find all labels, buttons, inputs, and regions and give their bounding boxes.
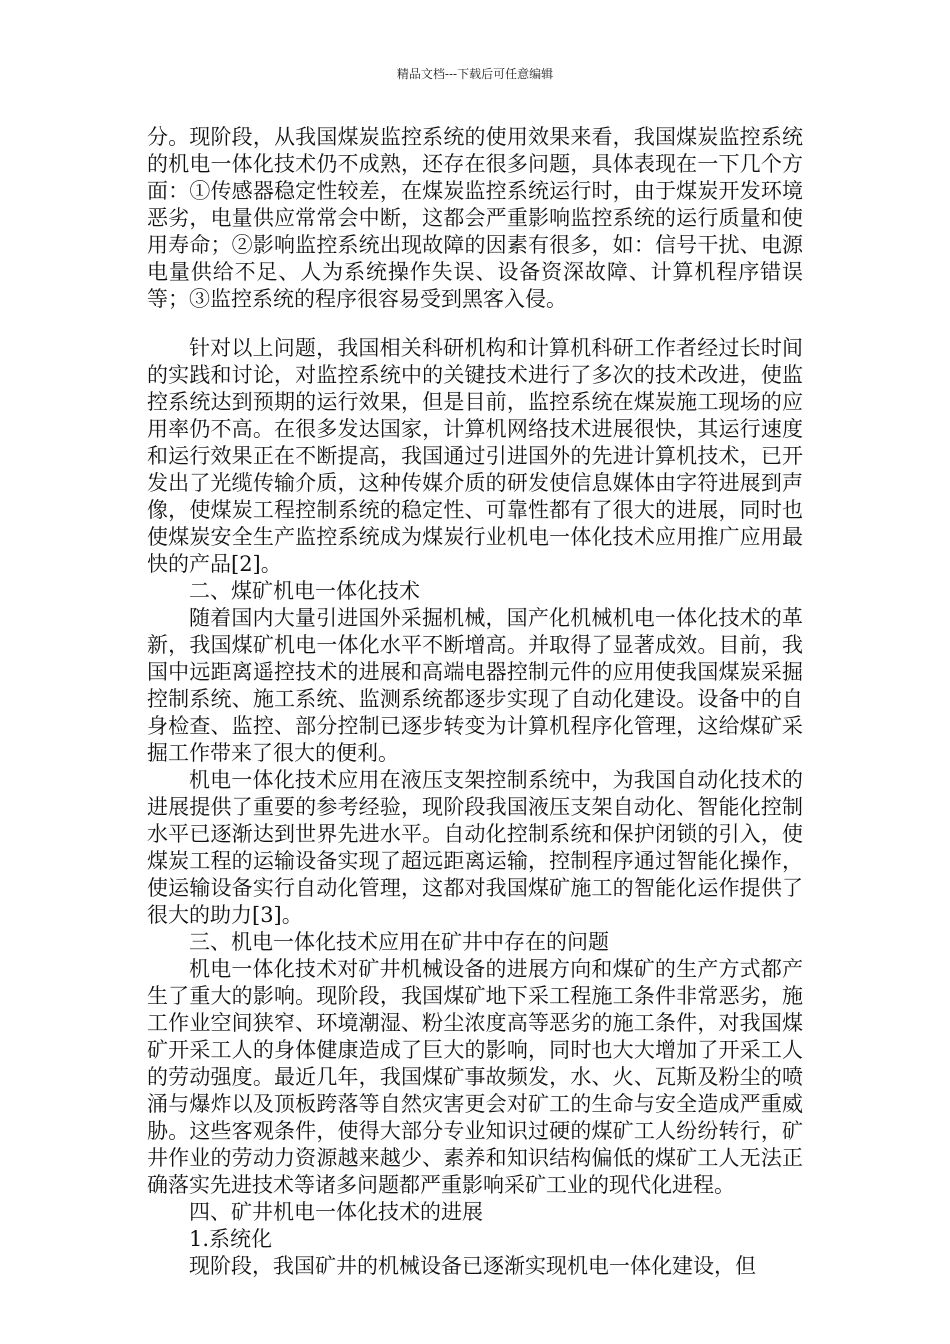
paragraph: 机电一体化技术对矿井机械设备的进展方向和煤矿的生产方式都产生了重大的影响。现阶段，我国煤矿地下采工程施工条件非常恶劣，施工作业空间狭窄、环境潮湿、粉尘浓度高等恶劣的施工条件，对我国煤矿开采工人的身体健康造成了巨大的影响，同时也大大增加了开采工人的劳动强度。最近几年，我国煤矿事故频发，水、火、瓦斯及粉尘的喷涌与爆炸以及顶板跨落等自然灾害更会对矿工的生命与安全造成严重威胁。这些客观条件，使得大部分专业知识过硬的煤矿工人纷纷转行，矿井作业的劳动力资源越来越少、素养和知识结构偏低的煤矿工人无法正确落实先进技术等诸多问题都严重影响采矿工业的现代化进程。 xyxy=(147,957,803,1197)
paragraph: 现阶段，我国矿井的机械设备已逐渐实现机电一体化建设，但 xyxy=(189,1254,756,1278)
paragraph: 机电一体化技术应用在液压支架控制系统中，为我国自动化技术的进展提供了重要的参考经验，现阶段我国液压支架自动化、智能化控制水平已逐渐达到世界先进水平。自动化控制系统和保护闭锁的引入，使煤炭工程的运输设备实现了超远距离运输，控制程序通过智能化操作，使运输设备实行自动化管理，这都对我国煤矿施工的智能化运作提供了很大的助力[3]。 xyxy=(147,768,803,927)
page-header: 精品文档---下载后可任意编辑 xyxy=(396,67,554,81)
section-heading: 四、矿井机电一体化技术的进展 xyxy=(189,1200,483,1224)
paragraph: 随着国内大量引进国外采掘机械，国产化机械机电一体化技术的革新，我国煤矿机电一体化水平不断增高。并取得了显著成效。目前，我国中远距离遥控技术的进展和高端电器控制元件的应用使我国煤炭采掘控制系统、施工系统、监测系统都逐步实现了自动化建设。设备中的自身检查、监控、部分控制已逐步转变为计算机程序化管理，这给煤矿采掘工作带来了很大的便利。 xyxy=(147,606,803,765)
document-body xyxy=(147,124,803,1280)
subsection-heading: 1.系统化 xyxy=(189,1227,273,1251)
section-heading: 三、机电一体化技术应用在矿井中存在的问题 xyxy=(189,930,609,954)
paragraph-continuation: 分。现阶段，从我国煤炭监控系统的使用效果来看，我国煤炭监控系统的机电一体化技术仍不成熟，还存在很多问题，具体表现在一下几个方面：①传感器稳定性较差，在煤炭监控系统运行时，由于煤炭开发环境恶劣，电量供应常常会中断，这都会严重影响监控系统的运行质量和使用寿命；②影响监控系统出现故障的因素有很多，如：信号干扰、电源电量供给不足、人为系统操作失误、设备资深故障、计算机程序错误等；③监控系统的程序很容易受到黑客入侵。 xyxy=(147,125,803,311)
section-heading: 二、煤矿机电一体化技术 xyxy=(189,579,420,603)
paragraph: 针对以上问题，我国相关科研机构和计算机科研工作者经过长时间的实践和讨论，对监控系统中的关键技术进行了多次的技术改进，使监控系统达到预期的运行效果，但是目前，监控系统在煤炭施工现场的应用率仍不高。在很多发达国家，计算机网络技术进展很快，其运行速度和运行效果正在不断提高，我国通过引进国外的先进计算机技术，已开发出了光缆传输介质，这种传媒介质的研发使信息媒体由字符进展到声像，使煤炭工程控制系统的稳定性、可靠性都有了很大的进展，同时也使煤炭安全生产监控系统成为煤炭行业机电一体化技术应用推广应用最快的产品[2]。 xyxy=(147,336,803,576)
